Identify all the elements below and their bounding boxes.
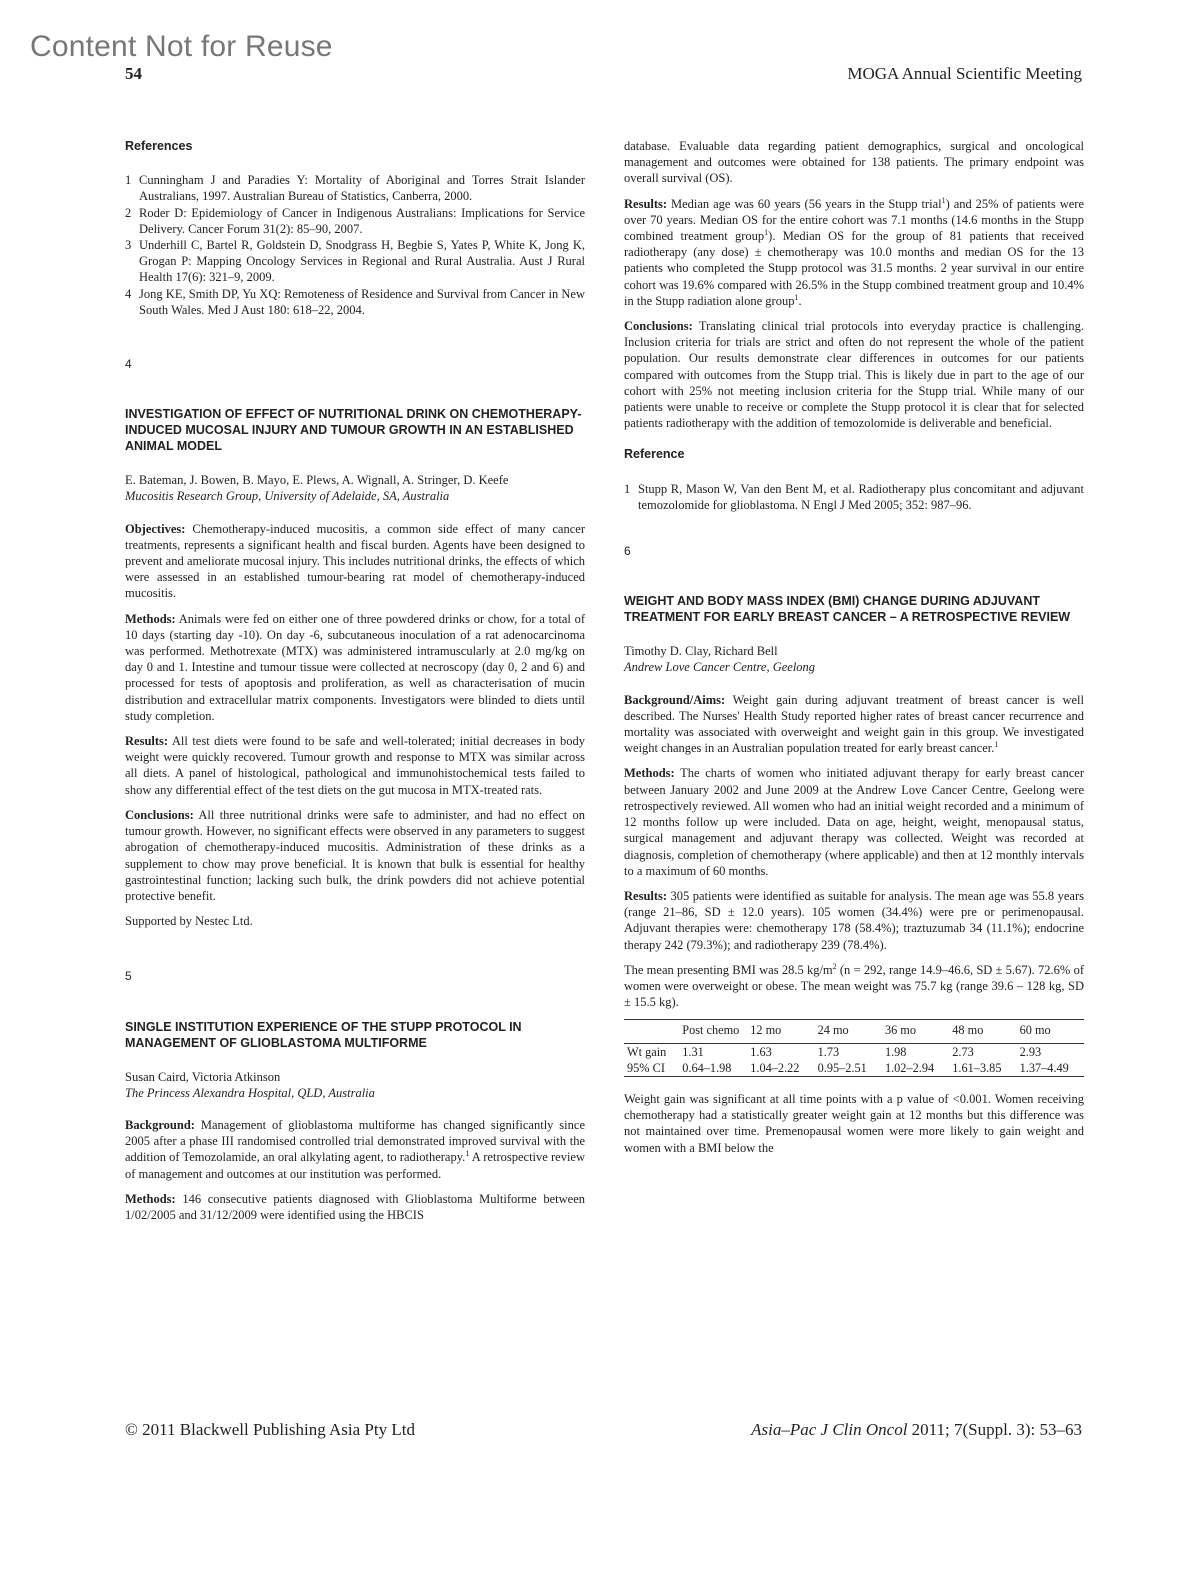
copyright-footer: © 2011 Blackwell Publishing Asia Pty Ltd <box>125 1420 415 1439</box>
citation-details: 2011; 7(Suppl. 3): 53–63 <box>907 1420 1082 1439</box>
abstract-authors: Timothy D. Clay, Richard Bell <box>624 644 778 659</box>
methods-paragraph: Methods: 146 consecutive patients diagnosed with Glioblastoma Multiforme between 1/02/2005 and 31/12/2009 were identified using the HBCIS <box>125 1191 585 1222</box>
references-list <box>624 481 1084 513</box>
weight-gain-table <box>624 1019 1084 1077</box>
table-cell: 1.31 <box>682 1044 704 1059</box>
reference-item: 4 Jong KE, Smith DP, Yu XQ: Remoteness of Residence and Survival from Cancer in New South Wales. Med J Aust 180: 618–22, 2004. <box>125 286 585 317</box>
watermark: Content Not for Reuse <box>30 30 333 63</box>
table-cell: 1.98 <box>884 1044 907 1059</box>
journal-name: Asia–Pac J Clin Oncol <box>751 1420 908 1439</box>
background-paragraph: Background: Management of glioblastoma multiforme has changed significantly since 2005 after a phase III randomised controlled trial demonstrated improved survival with the addition of Temozolamide, an oral alkylating agent, to radiotherapy.$^1$ A retrospective review of management and outcomes at our institution was performed. <box>125 1117 585 1181</box>
right-column <box>624 138 1084 1165</box>
citation-footer <box>751 1420 1082 1440</box>
table-cell: 1.37–4.49 <box>1019 1060 1069 1075</box>
references-list <box>125 172 585 318</box>
abstract-title: INVESTIGATION OF EFFECT OF NUTRITIONAL DRINK ON CHEMOTHERAPY-INDUCED MUCOSAL INJURY AND TUMOUR GROWTH IN AN ESTABLISHED ANIMAL MODEL <box>125 407 582 454</box>
table-header-cell: 48 mo <box>952 1023 984 1038</box>
results-paragraph: Results: All test diets were found to be safe and well-tolerated; initial decreases in body weight were quickly recovered. Tumour growth and response to MTX was similar across all diets. A panel of histological, pathological and immunohistochemical tests failed to show any differential effect of the test diets on the gut mucosa in MTX-treated rats. <box>125 734 585 797</box>
abstract-authors: Susan Caird, Victoria Atkinson <box>125 1069 281 1084</box>
table-header-cell: Post chemo <box>682 1023 740 1038</box>
references-heading: References <box>125 139 193 153</box>
table-cell: 1.02–2.94 <box>884 1060 935 1075</box>
table-cell: 0.64–1.98 <box>682 1060 732 1075</box>
table-header-cell: 60 mo <box>1019 1023 1051 1038</box>
abstract-number: 5 <box>125 969 132 984</box>
running-head: MOGA Annual Scientific Meeting <box>847 64 1082 83</box>
results-paragraph: Results: Median age was 60 years (56 years in the Stupp trial$^1$) and 25% of patients were over 70 years. Median OS for the entire cohort was 7.1 months (14.6 months in the Stupp combined treatment group$^1$). Median OS for the group of 81 patients that received radiotherapy (any dose) ± chemotherapy was 10.0 months and median OS for the 13 patients who completed the Stupp protocol was 31.5 months. 2 year survival in our entire cohort was 19.6% compared with 26.5% in the Stupp combined treatment group and 10.4% in the Stupp radiation alone group$^1$. <box>624 195 1084 308</box>
table-header-cell <box>624 1020 679 1043</box>
table-row <box>624 1043 1084 1060</box>
abstract-title: WEIGHT AND BODY MASS INDEX (BMI) CHANGE DURING ADJUVANT TREATMENT FOR EARLY BREAST CANCER – A RETROSPECTIVE REVIEW <box>624 594 1071 625</box>
conclusions-paragraph: Conclusions: Translating clinical trial protocols into everyday practice is challenging. Inclusion criteria for trials are strict and often do not represent the whole of the patient population. Our results demonstrate clear differences in outcomes for our patients compared with outcomes from the Stupp trial. This is likely due in part to the age of our cohort with 25% not meeting inclusion criteria for the Stupp trial. While many of our patients were unable to receive or complete the Stupp protocol it is clear that for selected patients radiotherapy with the addition of temozolomide is deliverable and beneficial. <box>624 319 1084 431</box>
table-cell: 0.95–2.51 <box>817 1060 867 1075</box>
methods-paragraph: Methods: Animals were fed on either one of three powdered drinks or chow, for a total of 10 days (starting day -10). On day -6, subcutaneous inoculation of a rat adenocarcinoma was performed. Methotrexate (MTX) was administered intramuscularly at 2.0 mg/kg on day 0 and 1. Intestine and tumour tissue were collected at necroscopy (day 0, 2 and 6) and processed for tests of apoptosis and proliferation, as well as characterisation of mucin distribution and extracellular matrix components. Investigators were blinded to diets until study completion. <box>125 611 585 723</box>
table-cell: 1.73 <box>817 1044 840 1059</box>
abstract-affiliation: Andrew Love Cancer Centre, Geelong <box>624 660 816 675</box>
abstract-title: SINGLE INSTITUTION EXPERIENCE OF THE STUPP PROTOCOL IN MANAGEMENT OF GLIOBLASTOMA MULTIFORME <box>125 1019 522 1050</box>
table-cell: 1.63 <box>750 1044 772 1059</box>
bmi-paragraph: The mean presenting BMI was 28.5 $kg/m^2$ (n = 292, range 14.9–46.6, SD ± 5.67). 72.6% of women were overweight or obese. The mean weight was 75.7 kg (range 39.6 – 128 kg, SD ± 15.5 kg). <box>624 961 1084 1010</box>
abstract-number: 4 <box>125 357 132 372</box>
table-cell: 95% CI <box>627 1060 665 1075</box>
page-number: 54 <box>125 64 142 83</box>
reference-item: 1 Stupp R, Mason W, Van den Bent M, et al. Radiotherapy plus concomitant and adjuvant temozolomide for glioblastoma. N Engl J Med 2005; 352: 987–96. <box>624 481 1084 512</box>
table-cell: 2.73 <box>952 1044 974 1059</box>
table-header-cell: 24 mo <box>817 1023 849 1038</box>
abstract-authors: E. Bateman, J. Bowen, B. Mayo, E. Plews, A. Wignall, A. Stringer, D. Keefe <box>125 473 509 488</box>
reference-item: 3 Underhill C, Bartel R, Goldstein D, Snodgrass H, Begbie S, Yates P, White K, Jong K, Grogan P: Mapping Oncology Services in Regional and Rural Australia. Aust J Rural Health 17(6): 321–9, 2009. <box>125 238 585 285</box>
abstract-affiliation: Mucositis Research Group, University of Adelaide, SA, Australia <box>125 489 450 504</box>
reference-heading: Reference <box>624 447 685 462</box>
table-cell: 2.93 <box>1019 1044 1042 1059</box>
table-cell: 1.04–2.22 <box>750 1060 800 1075</box>
table-header-cell: 12 mo <box>750 1023 782 1038</box>
results-paragraph: Results: 305 patients were identified as suitable for analysis. The mean age was 55.8 years (range 21–86, SD ± 12.0 years). 105 women (34.4%) were pre or perimenopausal. Adjuvant therapies were: chemotherapy 178 (58.4%); traztuzumab 34 (11.1%); endocrine therapy 242 (79.3%); and radiotherapy 239 (78.4%). <box>624 888 1084 952</box>
methods-paragraph: Methods: The charts of women who initiated adjuvant therapy for early breast cancer between January 2002 and June 2009 at the Andrew Love Cancer Centre, Geelong were retrospectively reviewed. All women who had an initial weight recorded and a minimum of 12 months follow up were included. Data on age, height, weight, menopausal status, surgical management and adjuvant therapy was collected. Weight was recorded at diagnosis, completion of chemotherapy (where applicable) and then at 12 monthly intervals to a maximum of 60 months. <box>624 766 1084 878</box>
conclusions-paragraph: Conclusions: All three nutritional drinks were safe to administer, and had no effect on tumour growth. However, no significant effects were observed in any parameters to suggest abrogation of chemotherapy-induced mucositis. Administration of these drinks as a supplement to chow may prove beneficial. It is known that bulk is essential for healthy gastrointestinal function; lacking such bulk, the drink powders did not achieve potential protective benefit. <box>125 807 585 903</box>
table-header-row <box>624 1020 1084 1043</box>
abstract-number: 6 <box>624 544 631 559</box>
left-column <box>125 138 585 1232</box>
objectives-paragraph: Objectives: Chemotherapy-induced mucositis, a common side effect of many cancer treatments, represents a significant health and fiscal burden. Agents have been designed to prevent and ameliorate mucosal injury. This includes nutritional drinks, the effects of which were assessed in an established tumour-bearing rat model of chemotherapy-induced mucositis. <box>125 521 585 601</box>
methods-continued: database. Evaluable data regarding patient demographics, surgical and oncological management and outcomes were obtained for 138 patients. The primary endpoint was overall survival (OS). <box>624 139 1084 186</box>
table-row <box>624 1060 1084 1077</box>
table-header-cell: 36 mo <box>884 1023 917 1038</box>
background-paragraph: Background/Aims: Weight gain during adjuvant treatment of breast cancer is well described. The Nurses' Health Study reported higher rates of breast cancer recurrence and mortality was associated with overweight and weight gain in this group. We investigated weight changes in an Australian population treated for early breast cancer.$^1$ <box>624 692 1084 756</box>
abstract-affiliation: The Princess Alexandra Hospital, QLD, Australia <box>125 1085 375 1100</box>
table-cell: 1.61–3.85 <box>952 1060 1002 1075</box>
support-note: Supported by Nestec Ltd. <box>125 914 253 929</box>
table-cell: Wt gain <box>627 1044 667 1059</box>
reference-item: 1 Cunningham J and Paradies Y: Mortality of Aboriginal and Torres Strait Islander Australians, 1997. Australian Bureau of Statistics, Canberra, 2000. <box>125 173 585 204</box>
reference-item: 2 Roder D: Epidemiology of Cancer in Indigenous Australians: Implications for Service Delivery. Cancer Forum 31(2): 85–90, 2007. <box>125 205 585 236</box>
after-table-paragraph: Weight gain was significant at all time points with a p value of <0.001. Women receiving chemotherapy had a statistically greater weight gain at 12 months but this difference was not maintained over time. Premenopausal women were more likely to gain weight and women with a BMI below the <box>624 1091 1084 1155</box>
